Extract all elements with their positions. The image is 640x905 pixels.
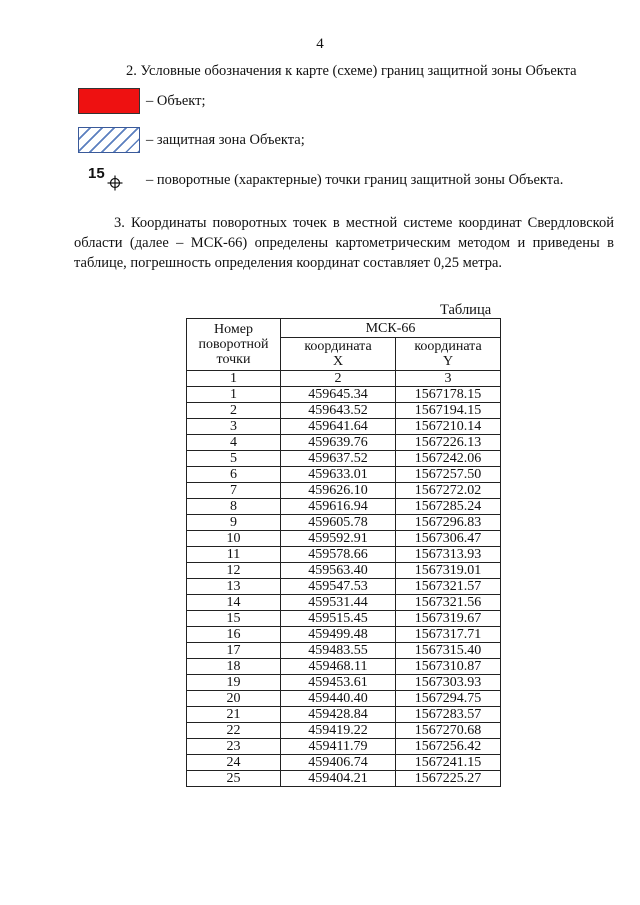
point-number-cell: 13 xyxy=(187,579,281,595)
coordinate-x-cell: 459605.78 xyxy=(281,515,396,531)
column-number: 2 xyxy=(281,371,396,387)
coordinate-y-cell: 1567270.68 xyxy=(396,723,501,739)
point-number-cell: 4 xyxy=(187,435,281,451)
coordinate-y-cell: 1567306.47 xyxy=(396,531,501,547)
table-row xyxy=(187,387,501,403)
table-row xyxy=(187,627,501,643)
object-swatch xyxy=(78,88,140,114)
point-number-cell: 20 xyxy=(187,691,281,707)
legend-item-zone-label: – защитная зона Объекта; xyxy=(146,131,305,148)
point-number-cell: 21 xyxy=(187,707,281,723)
point-number-cell: 5 xyxy=(187,451,281,467)
table-row xyxy=(187,419,501,435)
legend-item-point-label: – поворотные (характерные) точки границ защитной зоны Объекта. xyxy=(146,171,564,188)
coordinate-y-cell: 1567256.42 xyxy=(396,739,501,755)
coordinate-x-cell: 459428.84 xyxy=(281,707,396,723)
coordinate-y-cell: 1567319.01 xyxy=(396,563,501,579)
table-row xyxy=(187,451,501,467)
legend-item-protective-zone xyxy=(78,127,305,153)
coordinate-y-cell: 1567242.06 xyxy=(396,451,501,467)
coordinate-y-cell: 1567321.57 xyxy=(396,579,501,595)
table-row xyxy=(187,611,501,627)
point-number-cell: 10 xyxy=(187,531,281,547)
table-row xyxy=(187,723,501,739)
table-row xyxy=(187,643,501,659)
header-x: координата X xyxy=(281,338,396,371)
coordinate-x-cell: 459411.79 xyxy=(281,739,396,755)
coordinate-x-cell: 459616.94 xyxy=(281,499,396,515)
coordinate-x-cell: 459633.01 xyxy=(281,467,396,483)
coordinate-y-cell: 1567285.24 xyxy=(396,499,501,515)
coordinate-x-cell: 459531.44 xyxy=(281,595,396,611)
coordinate-y-cell: 1567313.93 xyxy=(396,547,501,563)
table-row xyxy=(187,675,501,691)
point-number-cell: 2 xyxy=(187,403,281,419)
table-row xyxy=(187,403,501,419)
point-number-cell: 18 xyxy=(187,659,281,675)
coordinate-y-cell: 1567310.87 xyxy=(396,659,501,675)
table-caption: Таблица xyxy=(440,302,492,318)
coordinate-y-cell: 1567319.67 xyxy=(396,611,501,627)
coordinate-x-cell: 459483.55 xyxy=(281,643,396,659)
table-row xyxy=(187,515,501,531)
point-number-cell: 14 xyxy=(187,595,281,611)
legend-title: 2. Условные обозначения к карте (схеме) границ защитной зоны Объекта xyxy=(126,63,577,79)
coordinate-y-cell: 1567321.56 xyxy=(396,595,501,611)
point-number-cell: 7 xyxy=(187,483,281,499)
coordinate-x-cell: 459563.40 xyxy=(281,563,396,579)
coordinate-y-cell: 1567303.93 xyxy=(396,675,501,691)
table-row xyxy=(187,499,501,515)
table-row xyxy=(187,707,501,723)
coordinate-y-cell: 1567210.14 xyxy=(396,419,501,435)
coordinate-x-cell: 459641.64 xyxy=(281,419,396,435)
page-number: 4 xyxy=(316,36,324,52)
legend-item-object-label: – Объект; xyxy=(146,92,206,109)
column-number: 3 xyxy=(396,371,501,387)
point-number-cell: 9 xyxy=(187,515,281,531)
coordinate-x-cell: 459592.91 xyxy=(281,531,396,547)
protective-zone-swatch xyxy=(78,127,140,153)
point-number-cell: 19 xyxy=(187,675,281,691)
coordinate-y-cell: 1567317.71 xyxy=(396,627,501,643)
point-number-cell: 8 xyxy=(187,499,281,515)
coordinate-x-cell: 459547.53 xyxy=(281,579,396,595)
table-row xyxy=(187,659,501,675)
coordinate-x-cell: 459645.34 xyxy=(281,387,396,403)
turning-point-symbol xyxy=(78,165,140,195)
coordinate-x-cell: 459626.10 xyxy=(281,483,396,499)
coordinate-x-cell: 459578.66 xyxy=(281,547,396,563)
column-number: 1 xyxy=(187,371,281,387)
coordinate-y-cell: 1567315.40 xyxy=(396,643,501,659)
table-row xyxy=(187,739,501,755)
point-number-cell: 24 xyxy=(187,755,281,771)
coordinate-y-cell: 1567294.75 xyxy=(396,691,501,707)
table-row xyxy=(187,755,501,771)
coordinate-x-cell: 459440.40 xyxy=(281,691,396,707)
legend-item-object xyxy=(78,88,206,114)
table-row xyxy=(187,483,501,499)
column-number-row xyxy=(187,371,501,387)
point-number-cell: 15 xyxy=(187,611,281,627)
point-number-cell: 17 xyxy=(187,643,281,659)
point-number-cell: 23 xyxy=(187,739,281,755)
legend-item-turning-point xyxy=(78,165,563,195)
turning-point-number: 15 xyxy=(88,165,105,182)
coordinate-x-cell: 459419.22 xyxy=(281,723,396,739)
coordinate-y-cell: 1567225.27 xyxy=(396,771,501,787)
coordinate-x-cell: 459499.48 xyxy=(281,627,396,643)
coordinates-paragraph: 3. Координаты поворотных точек в местной системе координат Свердловской области (далее – МСК-66) определены картометрическим методом и приведены в таблице, погрешность определения координат составляет 0,25 метра. xyxy=(74,215,614,271)
coordinate-y-cell: 1567241.15 xyxy=(396,755,501,771)
header-point-number: Номер поворотной точки xyxy=(187,319,281,371)
table-row xyxy=(187,595,501,611)
point-number-cell: 1 xyxy=(187,387,281,403)
header-y: координата Y xyxy=(396,338,501,371)
point-number-cell: 3 xyxy=(187,419,281,435)
table-row xyxy=(187,563,501,579)
crosshair-icon xyxy=(107,175,123,191)
coordinate-x-cell: 459515.45 xyxy=(281,611,396,627)
coordinate-y-cell: 1567178.15 xyxy=(396,387,501,403)
table-row xyxy=(187,771,501,787)
coordinate-x-cell: 459468.11 xyxy=(281,659,396,675)
coordinate-y-cell: 1567226.13 xyxy=(396,435,501,451)
coordinate-x-cell: 459404.21 xyxy=(281,771,396,787)
coordinate-x-cell: 459639.76 xyxy=(281,435,396,451)
coordinate-x-cell: 459406.74 xyxy=(281,755,396,771)
header-coordinate-system: МСК-66 xyxy=(281,319,501,338)
coordinate-y-cell: 1567194.15 xyxy=(396,403,501,419)
coordinate-x-cell: 459453.61 xyxy=(281,675,396,691)
point-number-cell: 12 xyxy=(187,563,281,579)
point-number-cell: 11 xyxy=(187,547,281,563)
table-row xyxy=(187,691,501,707)
point-number-cell: 22 xyxy=(187,723,281,739)
table-row xyxy=(187,579,501,595)
table-row xyxy=(187,531,501,547)
coordinates-table xyxy=(186,318,501,787)
point-number-cell: 25 xyxy=(187,771,281,787)
coordinate-x-cell: 459643.52 xyxy=(281,403,396,419)
coordinate-y-cell: 1567296.83 xyxy=(396,515,501,531)
coordinate-y-cell: 1567272.02 xyxy=(396,483,501,499)
table-row xyxy=(187,435,501,451)
table-row xyxy=(187,547,501,563)
coordinate-x-cell: 459637.52 xyxy=(281,451,396,467)
point-number-cell: 6 xyxy=(187,467,281,483)
table-row xyxy=(187,467,501,483)
coordinate-y-cell: 1567257.50 xyxy=(396,467,501,483)
point-number-cell: 16 xyxy=(187,627,281,643)
coordinate-y-cell: 1567283.57 xyxy=(396,707,501,723)
